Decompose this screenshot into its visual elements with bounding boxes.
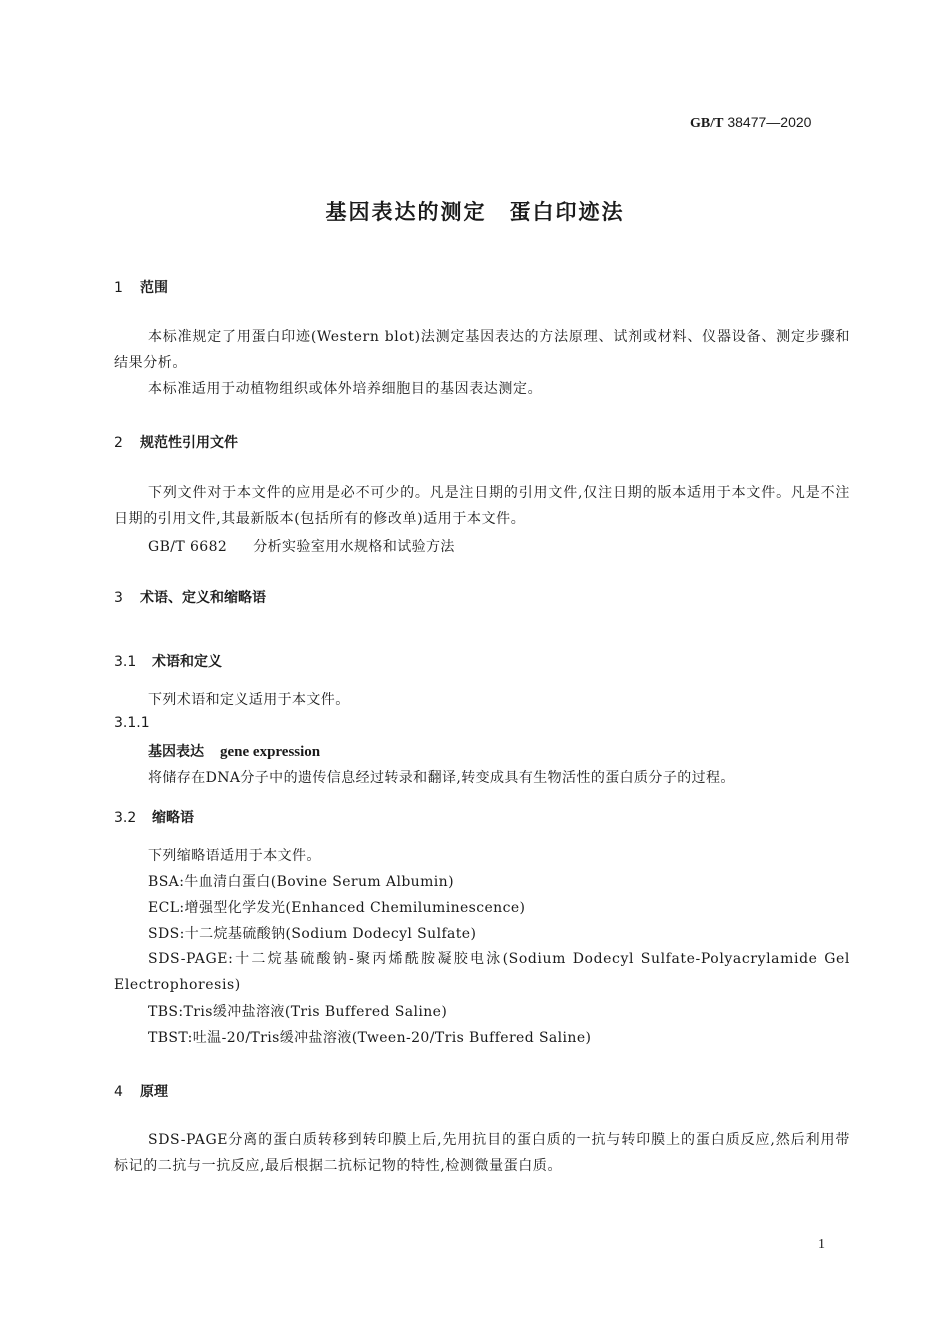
page-number: 1 xyxy=(818,1237,825,1252)
section-number: 3.1 xyxy=(114,654,137,670)
term-english: gene expression xyxy=(220,744,321,760)
normative-reference xyxy=(148,536,455,556)
standard-number: 38477—2020 xyxy=(727,114,812,130)
abbreviation-bsa: BSA:牛血清白蛋白(Bovine Serum Albumin) xyxy=(148,874,454,890)
section-4-heading xyxy=(114,1081,168,1101)
section-number: 2 xyxy=(114,435,123,451)
section-3-2-heading xyxy=(114,807,194,827)
abbreviation-sds: SDS:十二烷基硫酸钠(Sodium Dodecyl Sulfate) xyxy=(148,926,477,942)
section-2-heading xyxy=(114,432,238,452)
term-definition: 将储存在DNA分子中的遗传信息经过转录和翻译,转变成具有生物活性的蛋白质分子的过程。 xyxy=(148,770,735,786)
standard-prefix: GB/T xyxy=(690,116,724,131)
term-chinese: 基因表达 xyxy=(148,744,204,760)
abbreviation-tbst: TBST:吐温-20/Tris缓冲盐溶液(Tween-20/Tris Buffered Saline) xyxy=(148,1030,592,1046)
abbreviation-sds-page: SDS-PAGE:十二烷基硫酸钠-聚丙烯酰胺凝胶电泳(Sodium Dodecyl Sulfate-Polyacrylamide Gel Electrophoresis) xyxy=(114,951,850,993)
section-2-paragraph-1: 下列文件对于本文件的应用是必不可少的。凡是注日期的引用文件,仅注日期的版本适用于本文件。凡是不注日期的引用文件,其最新版本(包括所有的修改单)适用于本文件。 xyxy=(114,485,850,527)
section-1-paragraph-2: 本标准适用于动植物组织或体外培养细胞目的基因表达测定。 xyxy=(148,381,543,397)
section-number: 1 xyxy=(114,280,123,296)
section-number: 4 xyxy=(114,1084,123,1100)
section-number: 3.2 xyxy=(114,810,137,826)
section-title: 原理 xyxy=(140,1084,168,1100)
section-title: 术语、定义和缩略语 xyxy=(140,590,266,606)
reference-code: GB/T 6682 xyxy=(148,539,228,555)
document-title: 基因表达的测定 蛋白印迹法 xyxy=(325,200,625,224)
abbreviation-tbs: TBS:Tris缓冲盐溶液(Tris Buffered Saline) xyxy=(148,1004,448,1020)
section-number: 3 xyxy=(114,590,123,606)
term-3-1-1 xyxy=(148,741,320,761)
abbreviation-ecl: ECL:增强型化学发光(Enhanced Chemiluminescence) xyxy=(148,900,526,916)
section-title: 规范性引用文件 xyxy=(140,435,238,451)
section-3-1-heading xyxy=(114,651,222,671)
section-title: 缩略语 xyxy=(152,810,194,826)
section-title: 范围 xyxy=(140,280,168,296)
section-title: 术语和定义 xyxy=(152,654,222,670)
abbreviations-intro: 下列缩略语适用于本文件。 xyxy=(148,848,321,864)
section-1-heading xyxy=(114,277,168,297)
section-4-paragraph-1: SDS-PAGE分离的蛋白质转移到转印膜上后,先用抗目的蛋白质的一抗与转印膜上的蛋白质反应,然后利用带标记的二抗与一抗反应,最后根据二抗标记物的特性,检测微量蛋白质。 xyxy=(114,1132,850,1174)
standard-code xyxy=(690,114,811,132)
term-3-1-1-number: 3.1.1 xyxy=(114,715,150,731)
section-1-paragraph-1: 本标准规定了用蛋白印迹(Western blot)法测定基因表达的方法原理、试剂或材料、仪器设备、测定步骤和结果分析。 xyxy=(114,329,850,371)
reference-title: 分析实验室用水规格和试验方法 xyxy=(253,539,455,555)
section-3-heading xyxy=(114,587,266,607)
terms-intro: 下列术语和定义适用于本文件。 xyxy=(148,692,350,708)
